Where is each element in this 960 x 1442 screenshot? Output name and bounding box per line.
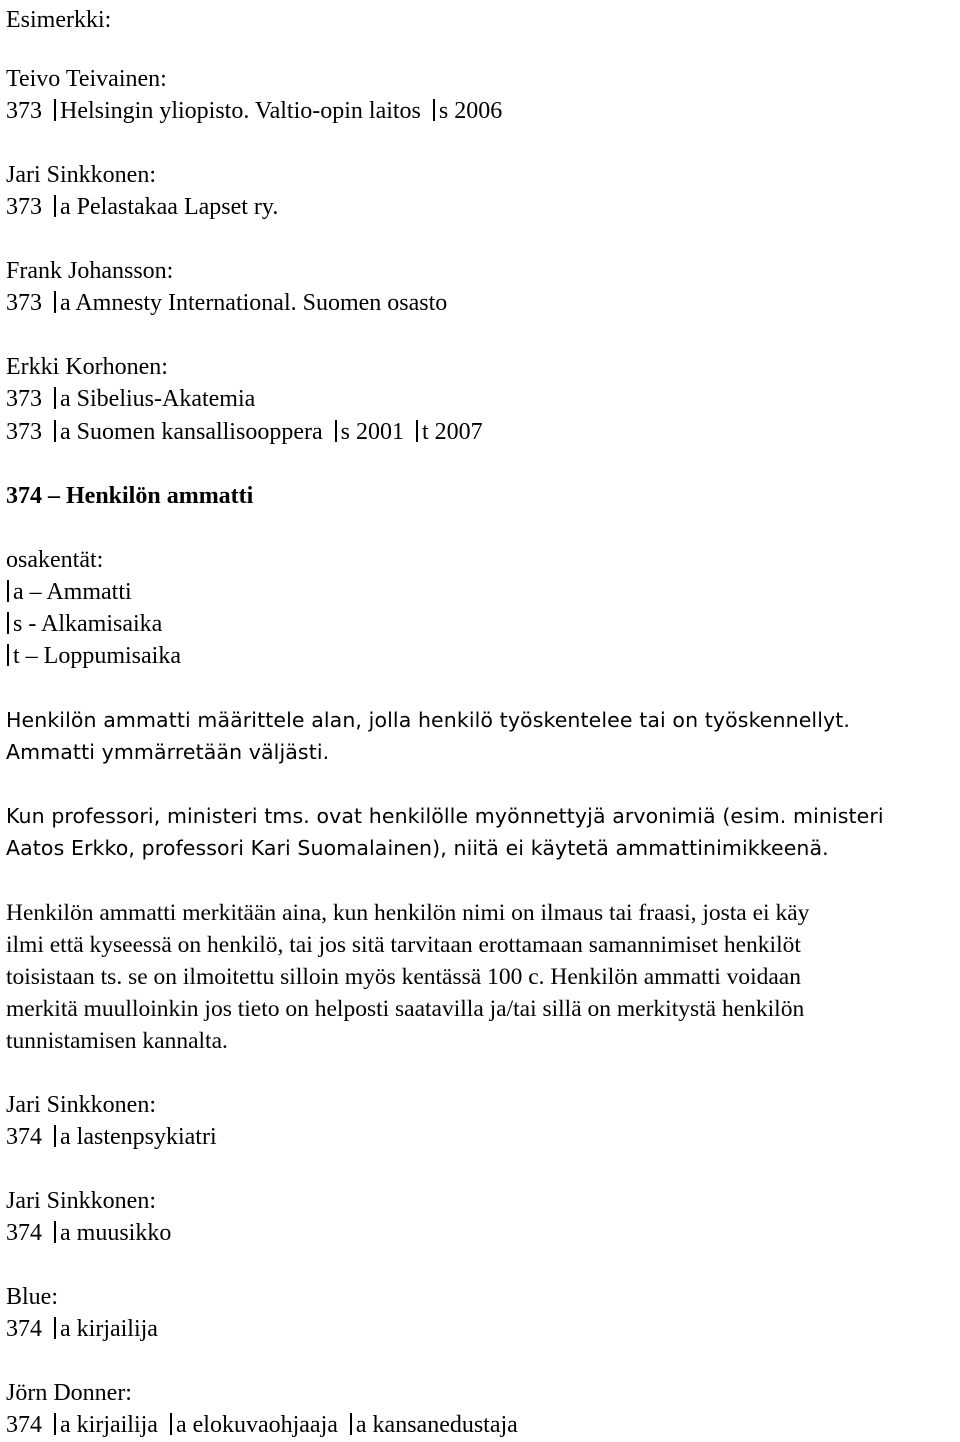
field-code: 374 [6,1220,42,1246]
example-name [6,1283,58,1311]
example-name-text: Blue: [6,1284,58,1310]
subfield-delimiter [54,387,56,409]
subfield-delimiter [54,99,56,121]
subfield-code: a [60,419,71,445]
subfield-value: lastenpsykiatri [76,1124,217,1150]
subfield-value: Suomen kansallisooppera [76,419,323,445]
field-code: 373 [6,419,42,445]
paragraph-line: toisistaan ts. se on ilmoitettu silloin myös kentässä 100 c. Henkilön ammatti voidaan [6,964,801,990]
subfield-code: t [13,643,20,669]
subfield-value: Helsingin yliopisto. Valtio-opin laitos [60,98,421,124]
subfield-value: kansanedustaja [372,1412,518,1438]
subfield-code: a [60,1316,71,1342]
subfield-label: Ammatti [46,579,132,605]
marc-line [6,193,278,221]
example-name [6,1379,132,1407]
marc-line [6,1411,518,1439]
subfield-label: Loppumisaika [43,643,181,669]
subfield-code: s [438,98,449,124]
marc-line [6,289,447,317]
subfields-label [6,546,103,574]
paragraph-line: Kun professori, ministeri tms. ovat henkilölle myönnettyjä arvonimiä (esim. ministeri [6,804,884,828]
subfield-value: kirjailija [76,1412,158,1438]
paragraph-line: ilmi että kyseessä on henkilö, tai jos sitä tarvitaan erottamaan samannimiset henkilöt [6,932,801,958]
example-name [6,353,168,381]
subfield-delimiter [54,291,56,313]
paragraph-line: Aatos Erkko, professori Kari Suomalainen), niitä ei käytetä ammattinimikkeenä. [6,836,829,860]
subfield-item [6,642,181,670]
subfield-separator: – [25,643,38,669]
subfield-delimiter [54,420,56,442]
subfield-code: a [13,579,24,605]
field-code: 374 [6,483,42,509]
subfield-delimiter [170,1413,172,1435]
subfield-value: 2006 [454,98,503,124]
subfield-delimiter [7,612,9,634]
example-name-text: Teivo Teivainen: [6,66,167,92]
field-code: 374 [6,1412,42,1438]
marc-line [6,1315,158,1343]
subfield-value: elokuvaohjaaja [192,1412,338,1438]
paragraph-line: Ammatti ymmärretään väljästi. [6,740,330,764]
heading-dash: – [48,483,60,509]
subfield-value: 2001 [355,419,404,445]
field-code: 374 [6,1316,42,1342]
field-code: 373 [6,194,42,220]
section-heading [6,482,253,510]
example-name [6,257,173,285]
subfield-code: a [60,386,71,412]
heading-text: Esimerkki: [6,7,112,33]
field-code: 374 [6,1124,42,1150]
paragraph-line: merkitä muulloinkin jos tieto on helposti saatavilla ja/tai sillä on merkitystä henkilön [6,996,805,1022]
subfield-delimiter [433,99,435,121]
field-code: 373 [6,98,42,124]
subfield-item [6,578,132,606]
field-code: 373 [6,386,42,412]
subfield-delimiter [7,580,9,602]
subfield-value: Amnesty International. Suomen osasto [75,290,448,316]
marc-line [6,418,483,446]
subfield-code: s [340,419,350,445]
paragraph-line: Henkilön ammatti merkitään aina, kun henkilön nimi on ilmaus tai fraasi, josta ei käy [6,900,810,926]
field-code: 373 [6,290,42,316]
subfield-separator: - [28,611,37,637]
example-name-text: Jari Sinkkonen: [6,1188,156,1214]
subfield-code: s [13,611,23,637]
subfield-code: a [60,290,71,316]
marc-line [6,1123,217,1151]
example-name-text: Jörn Donner: [6,1380,132,1406]
subfield-delimiter [54,1413,56,1435]
subfield-delimiter [54,1221,56,1243]
paragraph-line: Henkilön ammatti määrittele alan, jolla henkilö työskentelee tai on työskennellyt. [6,708,850,732]
subfield-value: kirjailija [76,1316,158,1342]
subfield-code: a [60,1220,71,1246]
subfield-delimiter [7,644,9,666]
subfield-value: muusikko [76,1220,172,1246]
subfield-code: a [60,1412,71,1438]
subfield-delimiter [335,420,337,442]
example-name-text: Erkki Korhonen: [6,354,168,380]
subfield-separator: – [29,579,42,605]
subfield-code: a [355,1412,367,1438]
subfield-value: Pelastakaa Lapset ry. [76,194,279,220]
marc-line [6,385,255,413]
heading [6,6,111,34]
field-title: Henkilön ammatti [66,483,254,509]
example-name [6,65,167,93]
subfield-delimiter [350,1413,352,1435]
subfields-label-text: osakentät: [6,547,104,573]
example-name [6,161,156,189]
subfield-code: a [175,1412,187,1438]
paragraph-line: tunnistamisen kannalta. [6,1028,228,1054]
subfield-code: t [421,419,429,445]
example-name [6,1187,156,1215]
marc-line [6,1219,171,1247]
subfield-delimiter [54,195,56,217]
subfield-item [6,610,162,638]
example-name-text: Jari Sinkkonen: [6,162,156,188]
subfield-label: Alkamisaika [41,611,163,637]
subfield-code: a [60,1124,71,1150]
subfield-value: 2007 [434,419,483,445]
marc-line [6,97,502,125]
example-name-text: Jari Sinkkonen: [6,1092,156,1118]
subfield-delimiter [416,420,418,442]
subfield-delimiter [54,1125,56,1147]
subfield-delimiter [54,1317,56,1339]
example-name-text: Frank Johansson: [6,258,174,284]
subfield-value: Sibelius-Akatemia [76,386,256,412]
example-name [6,1091,156,1119]
subfield-code: a [60,194,71,220]
